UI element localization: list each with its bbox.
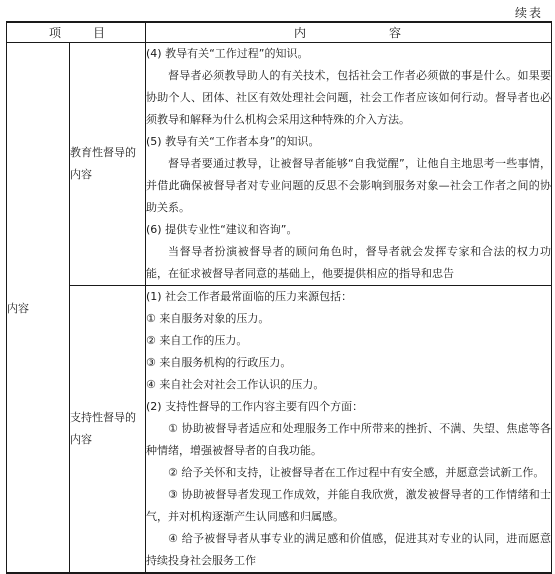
paragraph: 督导者必须教导助人的有关技术，包括社会工作者必须做的事是什么。如果要协助个人、团体、社区有效处理社会问题，社会工作者应该如何行动。督导者也必须教导和解释为什么机构会采用这种特殊的介入方法。 bbox=[146, 69, 551, 126]
paragraph: ① 协助被督导者适应和处理服务工作中所带来的挫折、不满、失望、焦虑等各种情绪，增强被督导者的自我功能。 bbox=[146, 422, 551, 457]
row-label: 内容 bbox=[7, 43, 70, 574]
header-item-char-2: 目 bbox=[92, 26, 105, 40]
content-table bbox=[6, 21, 552, 574]
paragraph: (5) 教导有关“工作者本身”的知识。 bbox=[146, 135, 320, 148]
paragraph: ② 来自工作的压力。 bbox=[146, 334, 248, 347]
header-content-char-2: 容 bbox=[388, 26, 401, 40]
paragraph: (6) 提供专业性“建议和咨询”。 bbox=[146, 223, 298, 236]
paragraph: ③ 来自服务机构的行政压力。 bbox=[146, 356, 292, 369]
paragraph: ① 来自服务对象的压力。 bbox=[146, 312, 270, 325]
paragraph: ③ 协助被督导者发现工作成效，并能自我欣赏，激发被督导者的工作情绪和士气，并对机构逐渐产生认同感和归属感。 bbox=[146, 488, 551, 523]
table-row-supportive bbox=[7, 286, 552, 574]
subtitle-supportive: 支持性督导的内容 bbox=[70, 286, 146, 574]
header-content bbox=[146, 22, 552, 43]
table-header-row bbox=[7, 22, 552, 43]
content-supportive bbox=[146, 286, 552, 574]
header-item-char-1: 项 bbox=[49, 26, 62, 40]
paragraph: (1) 社会工作者最常面临的压力来源包括： bbox=[146, 290, 353, 303]
paragraph: (2) 支持性督导的工作内容主要有四个方面： bbox=[146, 400, 364, 413]
paragraph: 当督导者扮演被督导者的顾问角色时，督导者就会发挥专家和合法的权力功能，在征求被督导者同意的基础上，他要提供相应的指导和忠告 bbox=[146, 245, 551, 280]
table-row-educational bbox=[7, 43, 552, 286]
header-content-char-1: 内 bbox=[294, 26, 307, 40]
paragraph: ④ 来自社会对社会工作认识的压力。 bbox=[146, 378, 325, 391]
paragraph: ④ 给予被督导者从事专业的满足感和价值感，促进其对专业的认同，进而愿意持续投身社会服务工作 bbox=[146, 532, 551, 567]
paragraph: ② 给予关怀和支持，让被督导者在工作过程中有安全感，并愿意尝试新工作。 bbox=[168, 466, 545, 479]
paragraph: (4) 教导有关“工作过程”的知识。 bbox=[146, 47, 309, 60]
table-continuation-caption: 续表 bbox=[514, 6, 543, 20]
paragraph: 督导者要通过教导，让被督导者能够“自我觉醒”，让他自主地思考一些事情，并借此确保被督导者对专业问题的反思不会影响到服务对象—社会工作者之间的协助关系。 bbox=[146, 157, 551, 214]
content-educational bbox=[146, 43, 552, 286]
subtitle-educational: 教育性督导的内容 bbox=[70, 43, 146, 286]
header-item bbox=[7, 22, 146, 43]
